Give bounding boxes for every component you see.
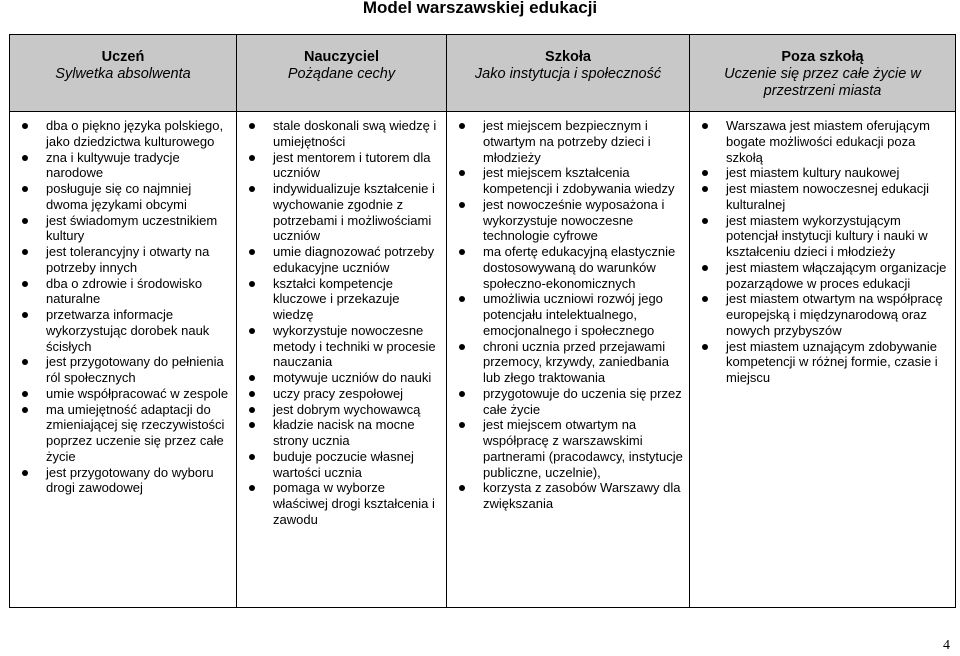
header-subtitle: Pożądane cechy [287, 66, 396, 82]
list-item [447, 118, 689, 165]
bullet-icon [702, 265, 708, 271]
list-item-text: ma ofertę edukacyjną elastycznie dostosowywaną do warunków społeczno-ekonomicznych [483, 244, 676, 291]
list-item [10, 386, 236, 402]
list-item-text: jest dobrym wychowawcą [273, 401, 421, 417]
list-item-text: jest miastem nowoczesnej edukacji kulturalnej [726, 181, 930, 212]
header-title: Uczeń [101, 49, 145, 65]
list-item [10, 354, 236, 386]
list-item-text: przygotowuje do uczenia się przez całe życie [483, 385, 682, 417]
list-item [237, 449, 446, 481]
list-item-text: buduje poczucie własnej wartości ucznia [273, 448, 414, 480]
list-item [447, 386, 689, 418]
list-item [690, 118, 955, 165]
list-item-text: dba o piękno języka polskiego, jako dziedzictwa kulturowego [46, 118, 224, 149]
list-item [237, 323, 446, 370]
header-title: Szkoła [545, 49, 591, 65]
bullet-icon [702, 344, 708, 350]
header-teacher [237, 35, 447, 112]
header-subtitle: Jako instytucja i społeczność [474, 66, 662, 82]
school-list [447, 112, 689, 512]
bullet-icon [22, 312, 28, 318]
list-item-text: jest świadomym uczestnikiem kultury [46, 212, 218, 244]
bullet-icon [22, 281, 28, 287]
list-item-text: jest miastem otwartym na współpracę europejską i międzynarodową oraz nowych przybyszów [726, 291, 943, 338]
bullet-icon [249, 281, 255, 287]
list-item [10, 307, 236, 354]
list-item [690, 339, 955, 386]
list-item-text: jest miejscem bezpiecznym i otwartym na potrzeby dzieci i młodzieży [483, 118, 651, 165]
bullet-icon [249, 391, 255, 397]
list-item [447, 339, 689, 386]
bullet-icon [22, 249, 28, 255]
list-item-text: motywuje uczniów do nauki [273, 370, 432, 385]
bullet-icon [702, 123, 708, 129]
list-item [237, 480, 446, 527]
page-title: Model warszawskiej edukacji [362, 0, 598, 17]
list-item-text: zna i kultywuje tradycje narodowe [46, 149, 180, 181]
list-item-text: jest mentorem i tutorem dla uczniów [273, 149, 431, 181]
list-item-text: stale doskonali swą wiedzę i umiejętności [273, 118, 437, 149]
bullet-icon [702, 170, 708, 176]
header-student [10, 35, 237, 112]
list-item-text: posługuje się co najmniej dwoma językami obcymi [46, 181, 192, 212]
header-subtitle: Uczenie się przez całe życie w przestrzeni miasta [724, 66, 921, 99]
list-item-text: umie diagnozować potrzeby edukacyjne uczniów [273, 244, 435, 275]
list-item [447, 165, 689, 197]
bullet-icon [459, 249, 465, 255]
list-item-text: kładzie nacisk na mocne strony ucznia [273, 417, 415, 448]
list-item [690, 291, 955, 338]
list-item-text: umożliwia uczniowi rozwój jego potencjału intelektualnego, emocjonalnego i społecznego [483, 291, 663, 338]
list-item [10, 402, 236, 465]
bullet-icon [249, 328, 255, 334]
header-title: Poza szkołą [781, 49, 864, 65]
bullet-icon [249, 454, 255, 460]
bullet-icon [22, 155, 28, 161]
bullet-icon [249, 249, 255, 255]
list-item [10, 213, 236, 245]
bullet-icon [459, 485, 465, 491]
bullet-icon [459, 170, 465, 176]
list-item [10, 118, 236, 150]
bullet-icon [22, 470, 28, 476]
bullet-icon [702, 296, 708, 302]
list-item [237, 417, 446, 449]
list-item [237, 244, 446, 276]
bullet-icon [22, 123, 28, 129]
list-item-text: indywidualizuje kształcenie i wychowanie zgodnie z potrzebami i możliwościami uczniów [273, 181, 435, 244]
list-item [447, 291, 689, 338]
content-row [10, 112, 956, 608]
list-item-text: jest miastem kultury naukowej [726, 165, 900, 181]
list-item [237, 150, 446, 182]
header-subtitle: Sylwetka absolwenta [55, 66, 191, 82]
bullet-icon [22, 391, 28, 397]
list-item [237, 402, 446, 418]
cell-teacher [237, 112, 447, 608]
list-item-text: kształci kompetencje kluczowe i przekazuje wiedzę [273, 275, 400, 322]
header-title: Nauczyciel [304, 49, 379, 65]
list-item-text: jest nowocześnie wyposażona i wykorzystuje nowoczesne technologie cyfrowe [483, 196, 665, 244]
list-item [10, 181, 236, 213]
list-item-text: jest miejscem otwartym na współpracę z warszawskimi partnerami (pracodawcy, instytucje publiczne, uczelnie), [483, 417, 683, 480]
list-item-text: wykorzystuje nowoczesne metody i techniki w procesie nauczania [273, 322, 436, 370]
bullet-icon [459, 202, 465, 208]
list-item [690, 165, 955, 181]
list-item [237, 370, 446, 386]
list-item [447, 417, 689, 480]
bullet-icon [702, 186, 708, 192]
bullet-icon [459, 344, 465, 350]
list-item [10, 465, 236, 497]
list-item-text: jest przygotowany do pełnienia ról społecznych [46, 354, 224, 385]
list-item [690, 260, 955, 292]
list-item [237, 181, 446, 244]
bullet-icon [702, 218, 708, 224]
bullet-icon [459, 422, 465, 428]
list-item [447, 197, 689, 244]
list-item [10, 276, 236, 308]
bullet-icon [249, 186, 255, 192]
list-item-text: przetwarza informacje wykorzystując dorobek nauk ścisłych [46, 307, 210, 354]
list-item-text: jest miastem uznającym zdobywanie kompetencji w różnej formie, czasie i miejscu [726, 338, 938, 385]
list-item-text: jest tolerancyjny i otwarty na potrzeby innych [46, 244, 210, 275]
bullet-icon [249, 123, 255, 129]
list-item [690, 213, 955, 260]
list-item [447, 244, 689, 291]
list-item [237, 276, 446, 323]
bullet-icon [22, 407, 28, 413]
outside-school-list [690, 112, 955, 386]
header-outside-school [690, 35, 956, 112]
list-item [237, 118, 446, 150]
bullet-icon [249, 375, 255, 381]
bullet-icon [22, 186, 28, 192]
list-item-text: jest przygotowany do wyboru drogi zawodowej [46, 464, 214, 496]
list-item [447, 480, 689, 512]
cell-student [10, 112, 237, 608]
bullet-icon [22, 359, 28, 365]
cell-school [447, 112, 690, 608]
header-school [447, 35, 690, 112]
list-item-text: jest miastem włączającym organizacje pozarządowe w proces edukacji [726, 259, 947, 291]
list-item-text: umie współpracować w zespole [46, 385, 229, 401]
list-item [690, 181, 955, 213]
bullet-icon [249, 155, 255, 161]
list-item [237, 386, 446, 402]
list-item-text: jest miejscem kształcenia kompetencji i zdobywania wiedzy [483, 165, 675, 196]
teacher-list [237, 112, 446, 528]
list-item-text: pomaga w wyborze właściwej drogi kształcenia i zawodu [273, 480, 435, 527]
list-item-text: ma umiejętność adaptacji do zmieniającej się rzeczywistości poprzez uczenie się przez całe życie [46, 401, 225, 464]
list-item-text: uczy pracy zespołowej [273, 385, 404, 401]
list-item-text: korzysta z zasobów Warszawy dla zwiększania [483, 480, 681, 511]
bullet-icon [459, 296, 465, 302]
list-item [10, 244, 236, 276]
cell-outside-school [690, 112, 956, 608]
bullet-icon [249, 485, 255, 491]
bullet-icon [249, 422, 255, 428]
page-number: 4 [943, 638, 950, 653]
list-item [10, 150, 236, 182]
list-item-text: Warszawa jest miastem oferującym bogate możliwości edukacji poza szkołą [726, 118, 930, 165]
education-model-table [9, 34, 956, 608]
bullet-icon [22, 218, 28, 224]
bullet-icon [249, 407, 255, 413]
student-list [10, 112, 236, 496]
header-row [10, 35, 956, 112]
list-item-text: dba o zdrowie i środowisko naturalne [46, 275, 203, 307]
bullet-icon [459, 123, 465, 129]
list-item-text: jest miastem wykorzystującym potencjał instytucji kultury i nauki w kształceniu dzieci i młodzieży [726, 212, 928, 259]
list-item-text: chroni ucznia przed przejawami przemocy, krzywdy, zaniedbania lub złego traktowania [483, 338, 669, 385]
bullet-icon [459, 391, 465, 397]
